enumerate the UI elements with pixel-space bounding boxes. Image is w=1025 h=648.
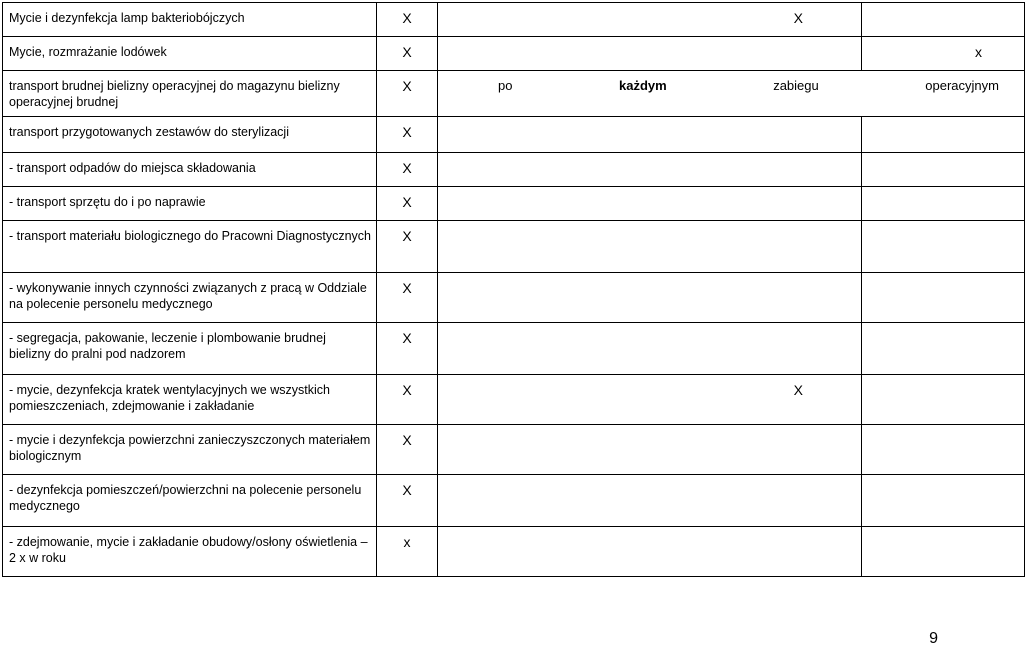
mark-cell: X [377,117,438,153]
mark-cell: X [438,3,862,37]
table-row [3,3,1025,37]
task-cell: - mycie, dezynfekcja kratek wentylacyjnych we wszystkich pomieszczeniach, zdejmowanie i zakładanie [3,375,377,425]
task-cell: Mycie, rozmrażanie lodówek [3,37,377,71]
mark-cell [438,425,862,475]
note-word: zabiegu [773,78,819,93]
mark-cell: X [377,425,438,475]
task-cell: - wykonywanie innych czynności związanych z pracą w Oddziale na polecenie personelu medycznego [3,273,377,323]
table-row [3,375,1025,425]
mark-cell: X [377,475,438,527]
mark-cell: x [377,527,438,577]
task-cell: - zdejmowanie, mycie i zakładanie obudowy/osłony oświetlenia – 2 x w roku [3,527,377,577]
mark-cell [862,187,1025,221]
table-row [3,221,1025,273]
note-cell [438,71,1025,117]
task-cell: - transport sprzętu do i po naprawie [3,187,377,221]
table-row [3,117,1025,153]
mark-cell [862,527,1025,577]
note-word: każdym [618,78,667,93]
mark-cell [862,425,1025,475]
mark-cell [438,273,862,323]
page-number: 9 [929,630,938,647]
task-cell: transport brudnej bielizny operacyjnej do magazynu bielizny operacyjnej brudnej [3,71,377,117]
task-cell: - transport odpadów do miejsca składowania [3,153,377,187]
table-row [3,273,1025,323]
task-cell: transport przygotowanych zestawów do sterylizacji [3,117,377,153]
mark-cell [438,221,862,273]
mark-cell: X [377,273,438,323]
mark-cell [438,187,862,221]
mark-cell [438,153,862,187]
mark-cell: X [377,323,438,375]
mark-cell [862,3,1025,37]
table-row [3,187,1025,221]
mark-cell [438,323,862,375]
mark-cell: X [377,153,438,187]
table-row [3,37,1025,71]
note-word: po [498,78,513,93]
task-cell: - dezynfekcja pomieszczeń/powierzchni na polecenie personelu medycznego [3,475,377,527]
mark-cell [862,475,1025,527]
task-cell: - transport materiału biologicznego do Pracowni Diagnostycznych [3,221,377,273]
mark-cell [438,527,862,577]
task-cell: - segregacja, pakowanie, leczenie i plombowanie brudnej bielizny do pralni pod nadzorem [3,323,377,375]
mark-cell: X [377,3,438,37]
table-row [3,71,1025,117]
mark-cell [862,153,1025,187]
mark-cell [862,323,1025,375]
mark-cell: X [377,221,438,273]
task-cell: - mycie i dezynfekcja powierzchni zanieczyszczonych materiałem biologicznym [3,425,377,475]
mark-cell: X [377,71,438,117]
mark-cell: X [438,375,862,425]
task-cell: Mycie i dezynfekcja lamp bakteriobójczych [3,3,377,37]
note-word: operacyjnym [925,78,999,93]
table-row [3,475,1025,527]
mark-cell [862,273,1025,323]
table-row [3,425,1025,475]
mark-cell [438,117,862,153]
mark-cell: X [377,37,438,71]
mark-cell [438,475,862,527]
mark-cell [438,37,862,71]
mark-cell: X [377,187,438,221]
mark-cell: x [862,37,1025,71]
table-row [3,323,1025,375]
mark-cell: X [377,375,438,425]
table-row [3,527,1025,577]
table-row [3,153,1025,187]
task-table [2,2,1025,577]
mark-cell [862,117,1025,153]
mark-cell [862,375,1025,425]
mark-cell [862,221,1025,273]
